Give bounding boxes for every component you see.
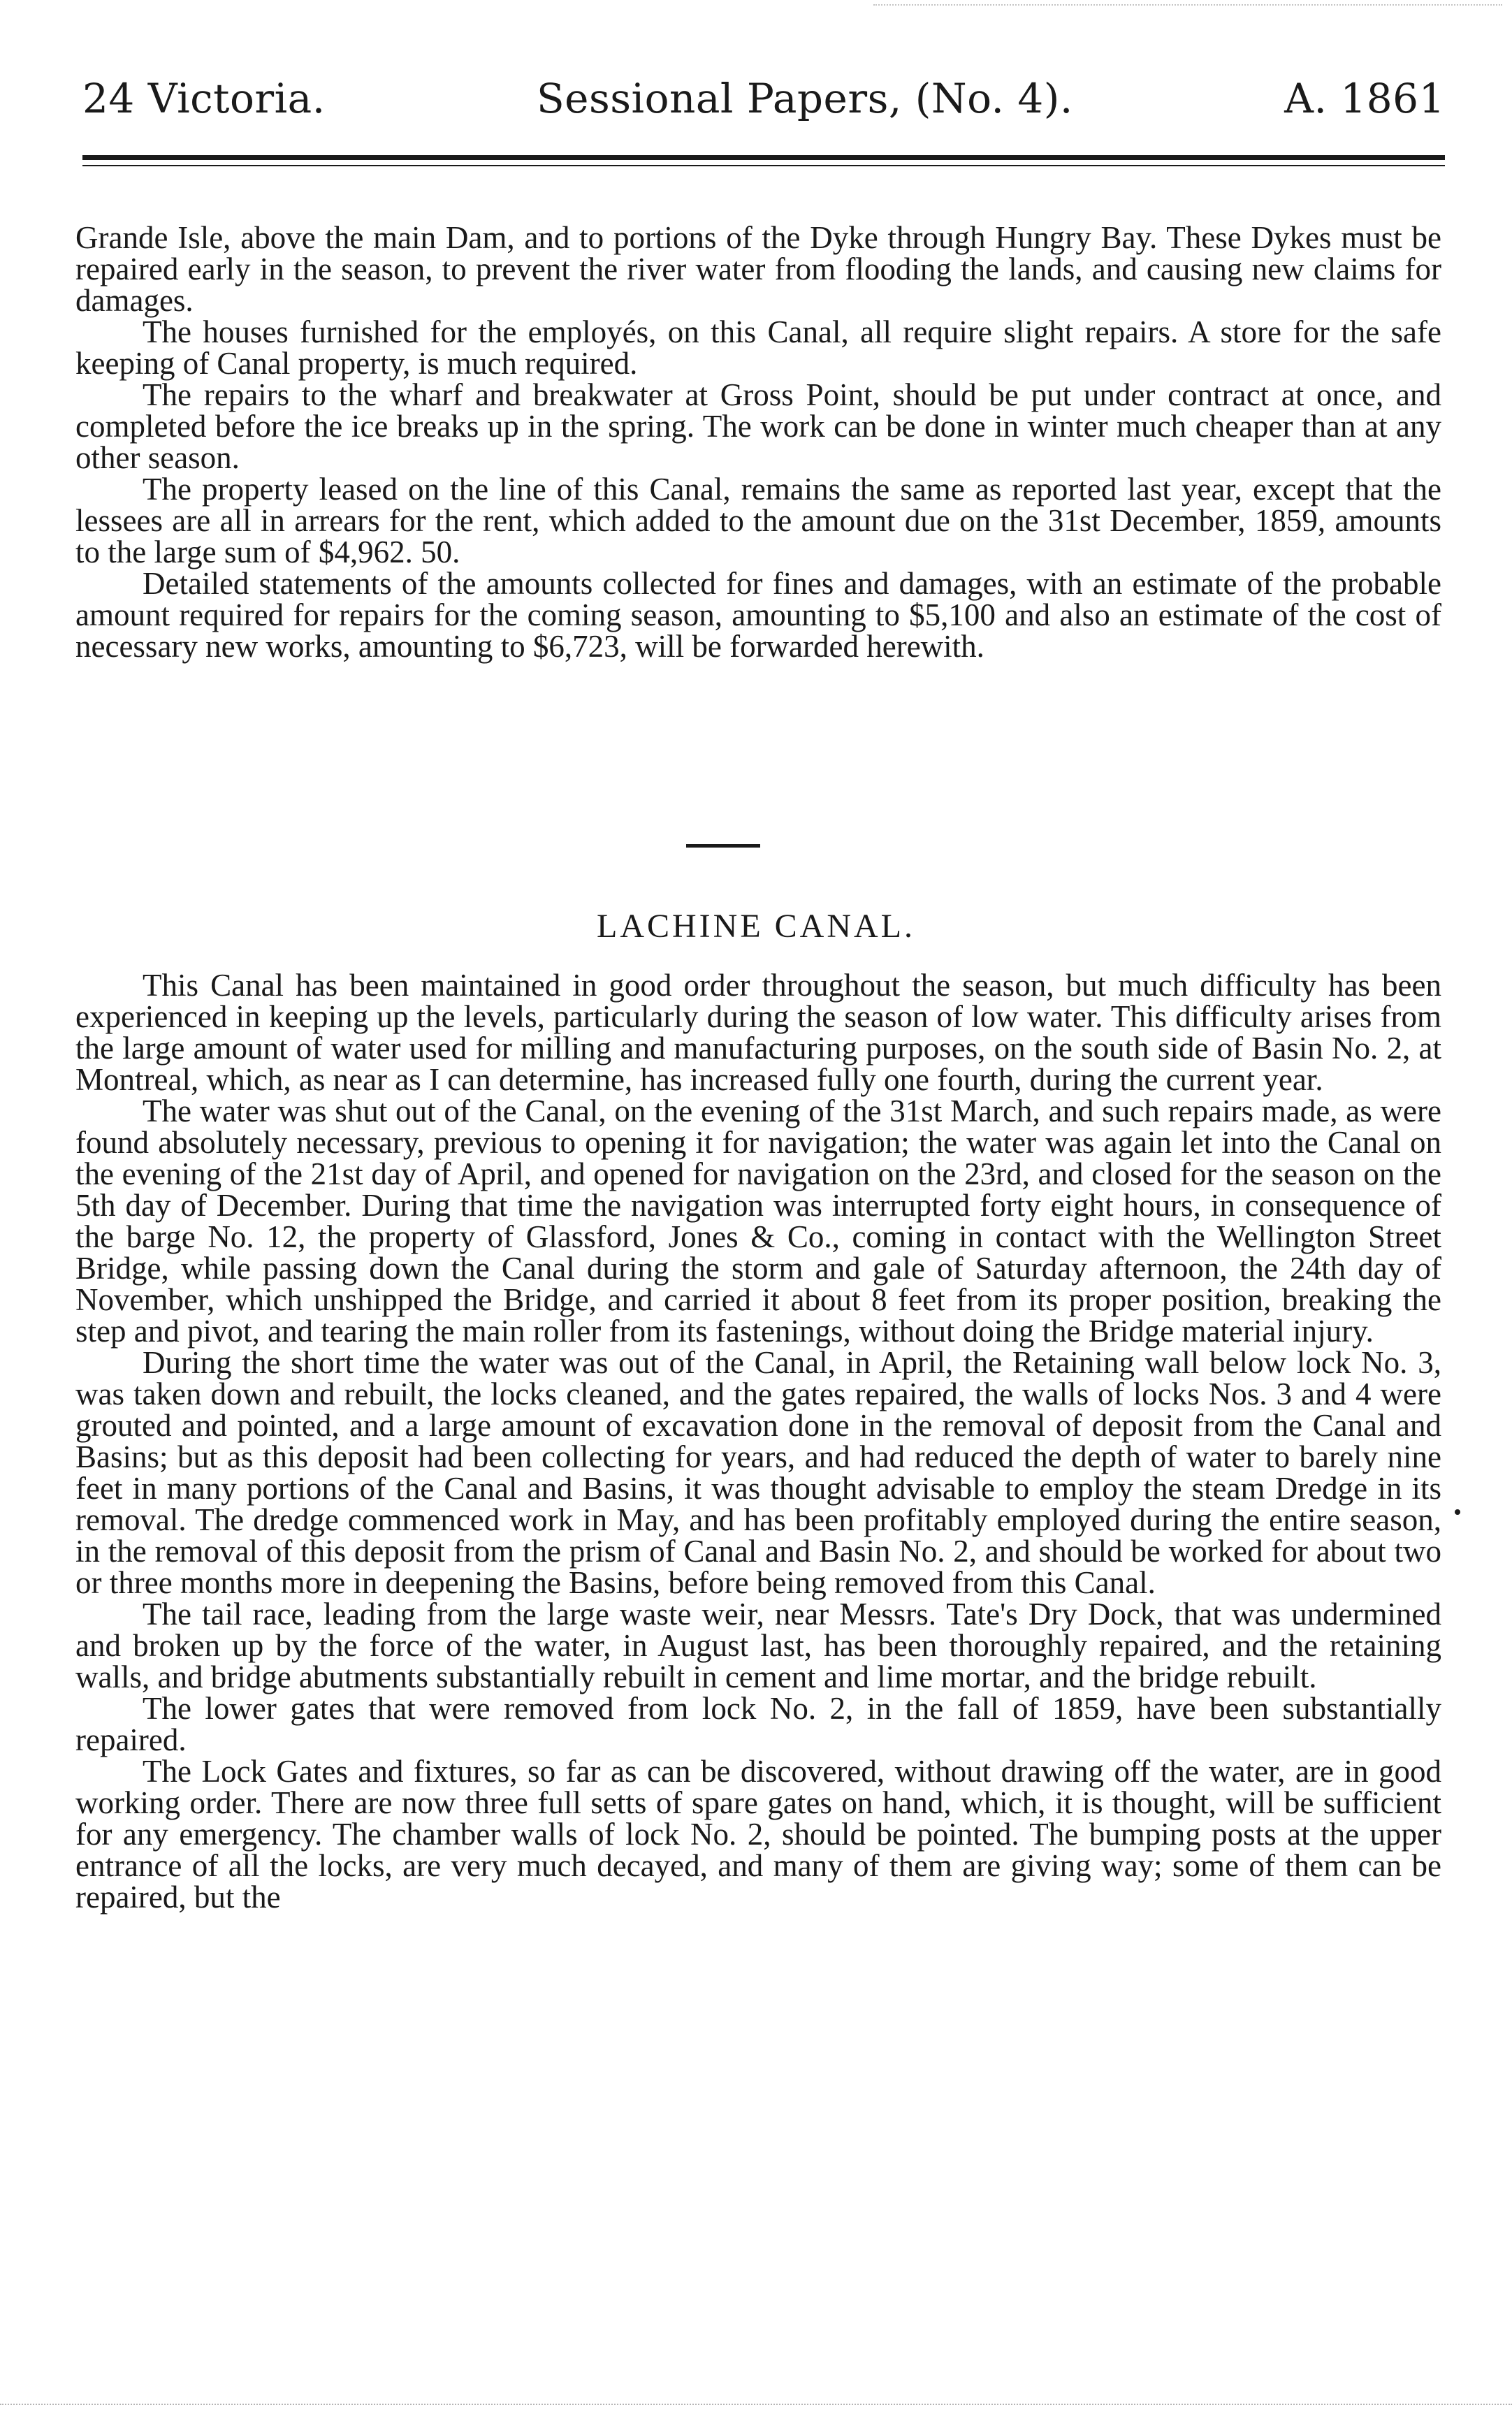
section-divider <box>686 844 760 848</box>
header-rule-thick <box>82 155 1445 160</box>
running-header <box>82 67 1445 130</box>
lachine-canal-report-text <box>75 970 1441 1913</box>
paragraph: The Lock Gates and fixtures, so far as can be discovered, without drawing off the water, are in good working order. There are now three full setts of spare gates on hand, which, it is thought, will be sufficient for any emergency. The chamber walls of lock No. 2, should be pointed. The bumping posts at the upper entrance of all the locks, are very much decayed, and many of them are giving way; some of them can be repaired, but the <box>75 1754 1441 1915</box>
continued-report-text <box>75 222 1441 662</box>
header-rule-thin <box>82 165 1445 166</box>
paragraph: The lower gates that were removed from lock No. 2, in the fall of 1859, have been substantially repaired. <box>75 1691 1441 1757</box>
header-publication: Sessional Papers, (No. 4). <box>536 75 1073 122</box>
paragraph: The houses furnished for the employés, on this Canal, all require slight repairs. A store for the safe keeping of Canal property, is much required. <box>75 314 1441 381</box>
paragraph: The property leased on the line of this Canal, remains the same as reported last year, except that the lessees are all in arrears for the rent, which added to the amount due on the 31st December, 1859, amounts to the large sum of $4,962. 50. <box>75 472 1441 569</box>
paragraph: The tail race, leading from the large waste weir, near Messrs. Tate's Dry Dock, that was undermined and broken up by the force of the water, in August last, has been thoroughly repaired, and the retaining walls, and bridge abutments substantially rebuilt in cement and lime mortar, and the bridge rebuilt. <box>75 1597 1441 1694</box>
paragraph: Grande Isle, above the main Dam, and to portions of the Dyke through Hungry Bay. These Dykes must be repaired early in the season, to prevent the river water from flooding the lands, and causing new claims for damages. <box>75 220 1441 318</box>
paragraph: This Canal has been maintained in good order throughout the season, but much difficulty has been experienced in keeping up the levels, particularly during the season of low water. This difficulty arises from the large amount of water used for milling and manufacturing purposes, on the south side of Basin No. 2, at Montreal, which, as near as I can determine, has increased fully one fourth, during the current year. <box>75 968 1441 1097</box>
paragraph: The water was shut out of the Canal, on the evening of the 31st March, and such repairs made, as were found absolutely necessary, previous to opening it for navigation; the water was again let into the Canal on the evening of the 21st day of April, and opened for navigation on the 23rd, and closed for the season on the 5th day of December. During that time the navigation was interrupted forty eight hours, in consequence of the barge No. 12, the property of Glassford, Jones & Co., coming in contact with the Wellington Street Bridge, while passing down the Canal during the storm and gale of Saturday afternoon, the 24th day of November, which unshipped the Bridge, and carried it about 8 feet from its proper position, breaking the step and pivot, and tearing the main roller from its fastenings, without doing the Bridge material injury. <box>75 1094 1441 1349</box>
scan-edge-top <box>873 4 1502 7</box>
header-year: A. 1861 <box>1284 75 1445 122</box>
scan-edge-bottom <box>0 2404 1512 2406</box>
paragraph: During the short time the water was out of the Canal, in April, the Retaining wall below lock No. 3, was taken down and rebuilt, the locks cleaned, and the gates repaired, the walls of locks Nos. 3 and 4 were grouted and pointed, and a large amount of excavation done in the removal of deposit from the Canal and Basins; but as this deposit had been collecting for years, and had reduced the depth of water to barely nine feet in many portions of the Canal and Basins, it was thought advisable to employ the steam Dredge in its removal. The dredge commenced work in May, and has been profitably employed during the entire season, in the removal of this deposit from the prism of Canal and Basin No. 2, and should be worked for about two or three months more in deepening the Basins, before being removed from this Canal. <box>75 1345 1441 1600</box>
print-speck <box>1455 1509 1460 1515</box>
paragraph: The repairs to the wharf and breakwater at Gross Point, should be put under contract at once, and completed before the ice breaks up in the spring. The work can be done in winter much cheaper than at any other season. <box>75 377 1441 475</box>
paragraph: Detailed statements of the amounts collected for fines and damages, with an estimate of the probable amount required for repairs for the coming season, amounting to $5,100 and also an estimate of the cost of necessary new works, amounting to $6,723, will be forwarded herewith. <box>75 566 1441 664</box>
section-heading: LACHINE CANAL. <box>597 908 915 945</box>
header-session: 24 Victoria. <box>82 75 326 122</box>
